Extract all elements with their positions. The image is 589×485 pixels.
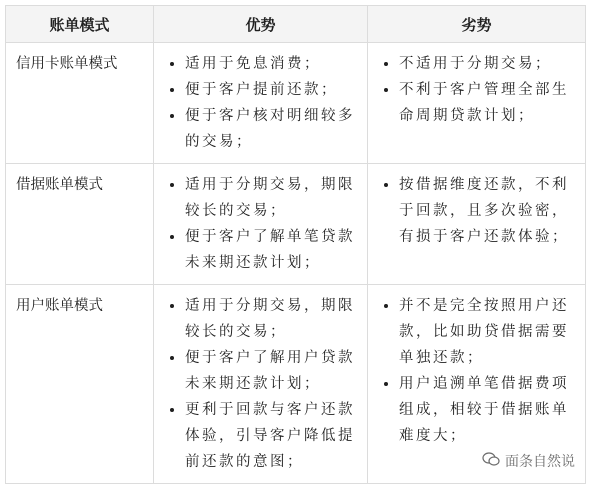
list-item: • 便于客户了解单笔贷款未来期还款计划； [185,224,361,276]
table-header-row [6,6,586,43]
disadvantages-cell [368,164,586,285]
row-mode-label: 借据账单模式 [6,164,154,285]
advantages-cell [154,285,368,484]
list-item: • 适用于免息消费； [185,51,361,77]
disadvantages-list [377,293,579,449]
advantages-cell [154,164,368,285]
billing-mode-comparison-table [5,5,586,484]
table-row [6,43,586,164]
disadvantages-list [377,51,579,129]
list-item: • 便于客户了解用户贷款未来期还款计划； [185,345,361,397]
list-item: • 便于客户核对明细较多的交易； [185,103,361,155]
watermark [482,451,575,471]
list-item: • 便于客户提前还款； [185,77,361,103]
disadvantages-cell [368,43,586,164]
list-item: • 更利于回款与客户还款体验，引导客户降低提前还款的意图； [185,397,361,475]
header-advantages: 优势 [154,6,368,43]
disadvantages-list [377,172,579,250]
list-item: • 适用于分期交易，期限较长的交易； [185,293,361,345]
header-disadvantages: 劣势 [368,6,586,43]
row-mode-label: 用户账单模式 [6,285,154,484]
advantages-list [163,293,361,475]
header-mode: 账单模式 [6,6,154,43]
wechat-icon [482,452,500,470]
row-mode-label: 信用卡账单模式 [6,43,154,164]
list-item: • 不适用于分期交易； [399,51,579,77]
list-item: • 不利于客户管理全部生命周期贷款计划； [399,77,579,129]
list-item: • 用户追溯单笔借据费项组成，相较于借据账单难度大； [399,371,579,449]
table-row [6,164,586,285]
advantages-cell [154,43,368,164]
advantages-list [163,51,361,155]
advantages-list [163,172,361,276]
list-item: • 并不是完全按照用户还款，比如助贷借据需要单独还款； [399,293,579,371]
watermark-text: 面条自然说 [505,454,575,470]
list-item: • 按借据维度还款，不利于回款，且多次验密，有损于客户还款体验； [399,172,579,250]
list-item: • 适用于分期交易，期限较长的交易； [185,172,361,224]
